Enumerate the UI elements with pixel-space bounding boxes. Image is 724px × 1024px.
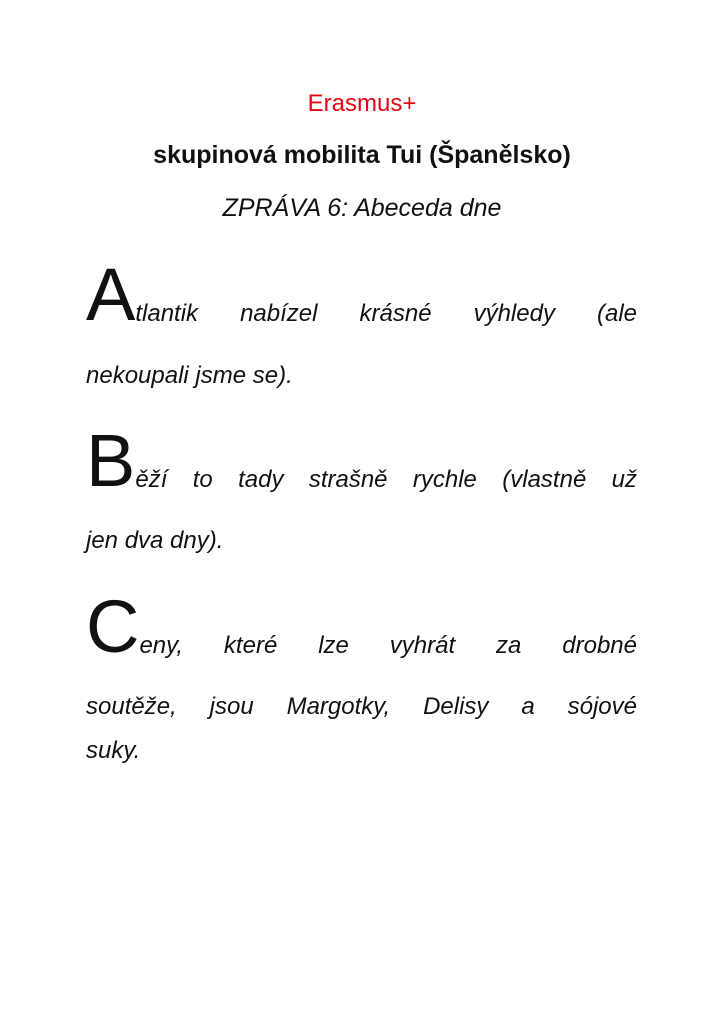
entry-a-line1: tlantik nabízel krásné výhledy (ale [135, 300, 637, 327]
program-title: Erasmus+ [307, 90, 417, 117]
entry-c-line3: suky. [86, 737, 141, 764]
entry-a [86, 253, 637, 398]
entry-c-first-line [86, 585, 637, 668]
entry-a-first-line [86, 253, 637, 336]
entry-c-line1: eny, které lze vyhrát za drobné [139, 632, 637, 659]
entry-a-initial: A [86, 253, 136, 336]
entry-c-initial: C [86, 585, 140, 668]
entry-b-line2: jen dva dny). [86, 527, 224, 554]
entry-b [86, 419, 637, 564]
entry-b-initial: B [86, 419, 136, 502]
entry-c [86, 585, 637, 780]
report-title: ZPRÁVA 6: Abeceda dne [222, 194, 502, 222]
entry-a-line2: nekoupali jsme se). [86, 362, 293, 389]
mobility-subtitle: skupinová mobilita Tui (Španělsko) [153, 141, 571, 169]
entry-b-line1: ěží to tady strašně rychle (vlastně už [135, 466, 637, 493]
entry-c-line2: soutěže, jsou Margotky, Delisy a sójové [86, 693, 637, 720]
entry-b-first-line [86, 419, 637, 502]
